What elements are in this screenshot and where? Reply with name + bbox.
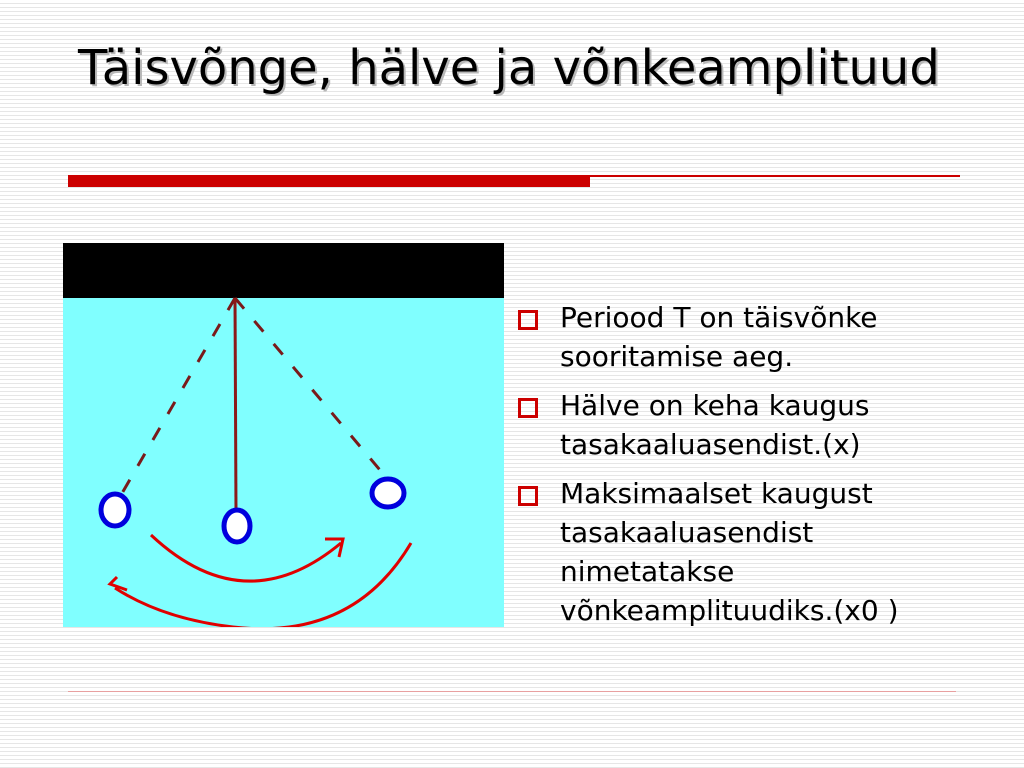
- bullet-text: Hälve on keha kaugus tasakaaluasendist.(x): [560, 389, 870, 461]
- bob-left: [101, 494, 129, 526]
- figure-background: [63, 243, 504, 627]
- bullet-item: [516, 386, 996, 464]
- square-bullet-icon: [518, 398, 538, 418]
- bullet-text: Periood T on täisvõnke sooritamise aeg.: [560, 301, 878, 373]
- bullet-item: [516, 298, 996, 376]
- ceiling: [63, 243, 504, 298]
- bullet-item: [516, 474, 996, 630]
- bob-center: [224, 510, 250, 542]
- footer-divider: [68, 691, 956, 692]
- title-underline: [68, 175, 590, 187]
- bullet-text: Maksimaalset kaugust tasakaaluasendist nimetatakse võnkeamplituudiks.(x0 ): [560, 477, 899, 627]
- bob-right: [372, 479, 404, 507]
- pendulum-figure: [63, 243, 504, 627]
- bullet-list: [516, 298, 996, 640]
- slide-title: Täisvõnge, hälve ja võnkeamplituud: [78, 40, 940, 96]
- title-underline-thin: [590, 175, 960, 177]
- square-bullet-icon: [518, 310, 538, 330]
- string-center: [235, 298, 236, 513]
- square-bullet-icon: [518, 486, 538, 506]
